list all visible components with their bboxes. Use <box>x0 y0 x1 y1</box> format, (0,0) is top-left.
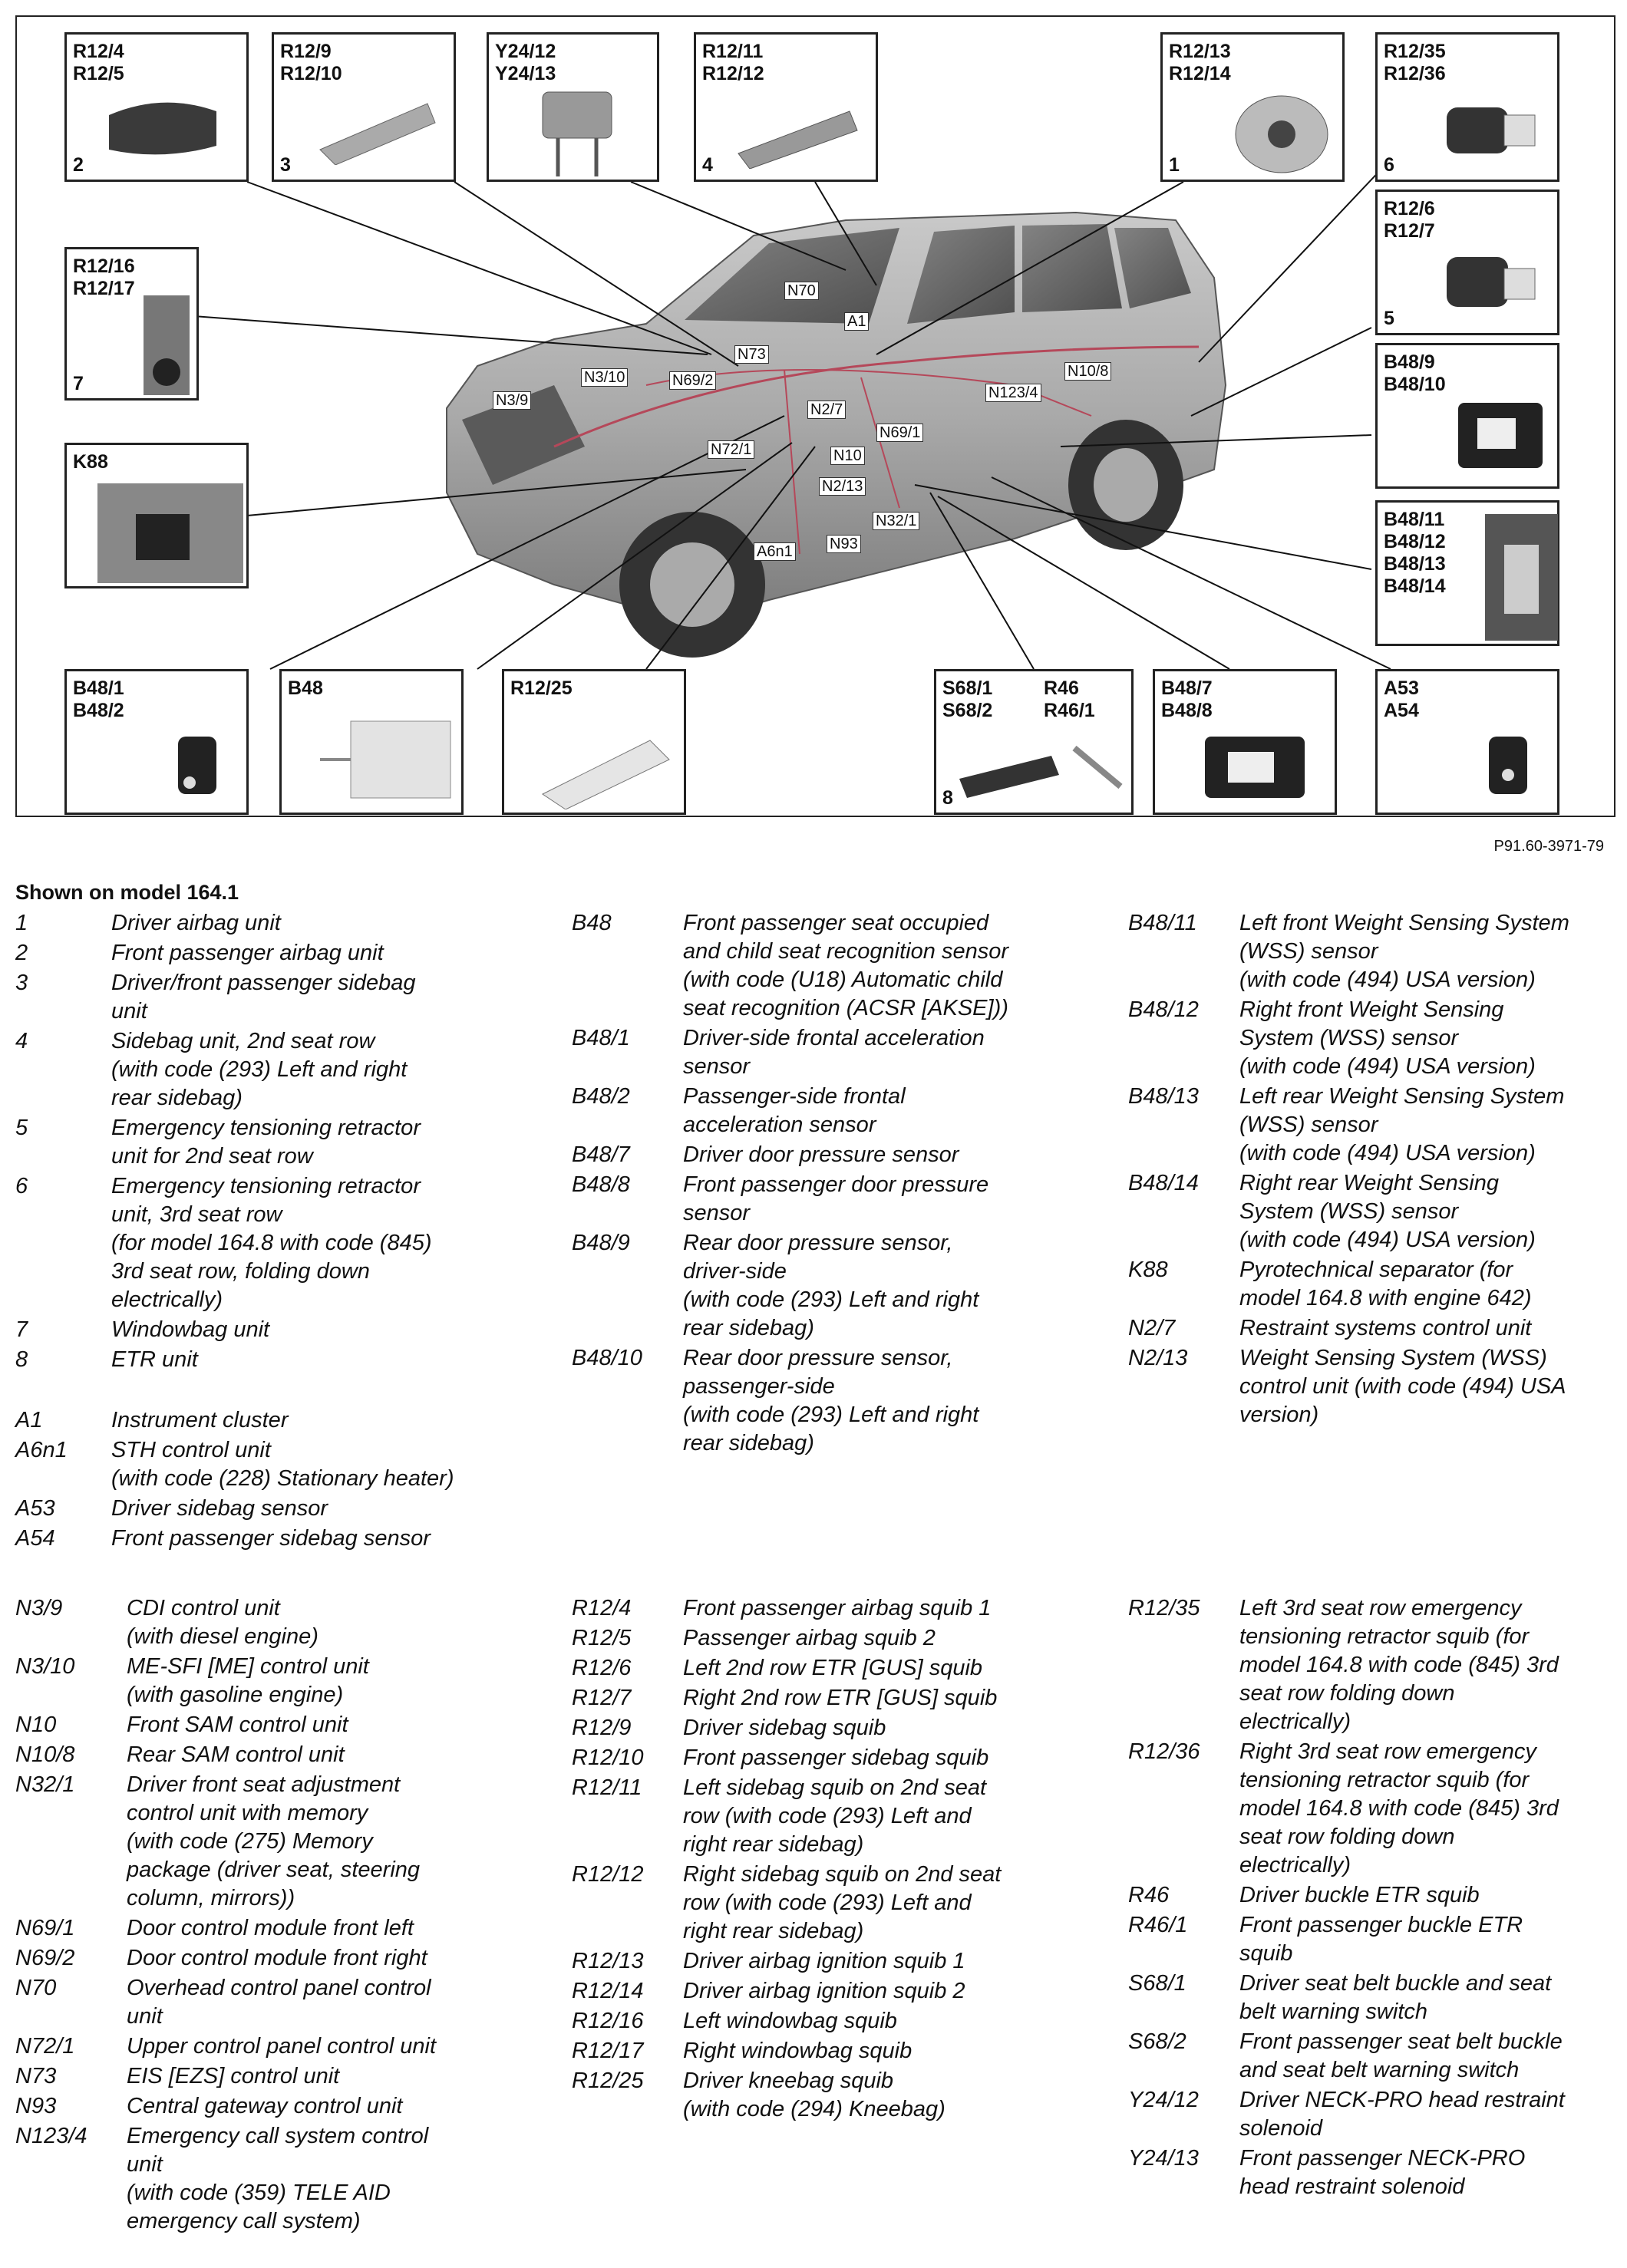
seat-occupancy-sensor-icon <box>320 714 458 806</box>
legend-entry <box>15 1711 537 1739</box>
legend-entry <box>15 1741 537 1769</box>
legend-description: Right windowbag squib <box>683 2039 913 2063</box>
legend-code: Y24/13 <box>1128 2146 1199 2171</box>
legend-description: Front passenger airbag unit <box>111 941 384 965</box>
legend-description: Door control module front left <box>127 1916 414 1940</box>
legend-description: Driver airbag ignition squib 1 <box>683 1949 965 1973</box>
legend-description: Front passenger sidebag sensor <box>111 1526 431 1551</box>
legend-description: Emergency call system control unit (with code (359) TELE AID emergency call system) <box>127 2124 429 2233</box>
pressure-sensor-icon <box>1450 395 1550 480</box>
legend-entry <box>15 1771 537 1913</box>
car-tag: N73 <box>734 345 769 364</box>
legend-code: Y24/12 <box>1128 2088 1199 2112</box>
legend-entry <box>15 2032 537 2061</box>
legend-entry <box>572 1977 1048 2006</box>
legend-entry <box>15 1594 537 1651</box>
component-location-diagram <box>15 15 1615 817</box>
legend-entry <box>15 1027 537 1113</box>
legend-code: N2/13 <box>1128 1346 1188 1370</box>
legend-code: B48/9 <box>572 1231 630 1255</box>
belt-retractor-icon-2 <box>1431 242 1546 326</box>
legend-entry <box>15 1172 537 1314</box>
callout-b48: B48 <box>279 669 464 815</box>
legend-code: R12/14 <box>572 1979 644 2003</box>
legend-description: Instrument cluster <box>111 1408 289 1432</box>
legend-entry <box>1128 1083 1619 1168</box>
legend-code: B48/8 <box>572 1172 630 1197</box>
figure-id: P91.60-3971-79 <box>1493 838 1604 855</box>
legend-entry <box>1128 1970 1619 2026</box>
car-tag: N69/1 <box>876 424 923 442</box>
legend-code: R12/10 <box>572 1746 644 1770</box>
legend-entry <box>1128 1738 1619 1880</box>
car-tag: N3/10 <box>581 368 628 387</box>
legend-code: N69/1 <box>15 1916 75 1940</box>
callout-r12-6: R12/6 R12/7 5 <box>1375 190 1559 335</box>
legend-code: N73 <box>15 2064 57 2088</box>
legend-description: Rear door pressure sensor, driver-side (with code (293) Left and right rear sidebag) <box>683 1231 979 1340</box>
legend-entry <box>15 1406 537 1435</box>
legend-code: R12/17 <box>572 2039 644 2063</box>
legend-code: R12/16 <box>572 2009 644 2033</box>
legend-entry <box>15 1436 537 1493</box>
legend-description: Front passenger door pressure sensor <box>683 1172 989 1225</box>
callout-r12-11: R12/11 R12/12 4 <box>694 32 878 182</box>
legend-code: R12/13 <box>572 1949 644 1973</box>
legend-entry <box>572 1594 1048 1623</box>
legend-code: R12/4 <box>572 1596 632 1620</box>
legend-description: Upper control panel control unit <box>127 2034 437 2059</box>
legend-description: Rear SAM control unit <box>127 1742 345 1767</box>
weight-sensor-icon <box>1485 514 1558 641</box>
legend-code: A54 <box>15 1526 55 1551</box>
callout-b48-11: B48/11 B48/12 B48/13 B48/14 <box>1375 500 1559 646</box>
legend-description: Emergency tensioning retractor unit for 2nd seat row <box>111 1116 421 1169</box>
legend-column-2b <box>572 1594 1048 2125</box>
callout-r12-35: R12/35 R12/36 6 <box>1375 32 1559 182</box>
legend-code: N10/8 <box>15 1742 75 1767</box>
legend-entry <box>15 939 537 968</box>
legend-code: B48/14 <box>1128 1171 1199 1195</box>
legend-code: 2 <box>15 941 28 965</box>
legend-column-3 <box>1128 909 1619 1431</box>
legend-entry <box>15 2092 537 2121</box>
legend-entry <box>572 909 1048 1023</box>
legend-code: B48 <box>572 911 612 935</box>
legend-entry <box>572 1714 1048 1742</box>
callout-k88: K88 <box>64 443 249 588</box>
legend-code: 8 <box>15 1347 28 1372</box>
legend-code: N93 <box>15 2094 57 2118</box>
legend-description: Rear door pressure sensor, passenger-side (with code (293) Left and right rear sidebag) <box>683 1346 979 1455</box>
seat-belt-buckle-icon <box>952 733 1128 802</box>
legend-entry <box>572 2067 1048 2124</box>
legend-entry <box>15 1653 537 1709</box>
legend-description: Driver airbag unit <box>111 911 281 935</box>
legend-entry <box>572 1624 1048 1653</box>
legend-entry <box>15 1316 537 1344</box>
legend-code: B48/2 <box>572 1084 630 1109</box>
legend-entry <box>15 1495 537 1523</box>
callout-a53: A53 A54 <box>1375 669 1559 815</box>
legend-code: 5 <box>15 1116 28 1140</box>
legend-code: R12/5 <box>572 1626 632 1650</box>
legend-description: Front passenger seat belt buckle and seat belt warning switch <box>1239 2029 1563 2082</box>
callout-r12-16: R12/16 R12/17 7 <box>64 247 199 401</box>
legend-description: Pyrotechnical separator (for model 164.8 with engine 642) <box>1239 1258 1532 1310</box>
legend-column-3b <box>1128 1594 1619 2203</box>
callout-r12-9: R12/9 R12/10 3 <box>272 32 456 182</box>
legend-code: R12/12 <box>572 1862 644 1887</box>
legend-description: Right front Weight Sensing System (WSS) sensor (with code (494) USA version) <box>1239 997 1536 1079</box>
legend-entry <box>572 2007 1048 2036</box>
legend-entry <box>15 1914 537 1943</box>
steering-airbag-icon <box>1232 92 1332 176</box>
legend-description: ETR unit <box>111 1347 198 1372</box>
legend-code: 6 <box>15 1174 28 1198</box>
legend-entry <box>572 2037 1048 2065</box>
legend-code: S68/2 <box>1128 2029 1186 2054</box>
legend-code: N10 <box>15 1713 57 1737</box>
legend-code: B48/1 <box>572 1026 630 1050</box>
legend-code: B48/12 <box>1128 997 1199 1022</box>
legend-description: Central gateway control unit <box>127 2094 403 2118</box>
legend-description: Passenger-side frontal acceleration sensor <box>683 1084 906 1137</box>
car-tag: N72/1 <box>708 440 754 459</box>
legend-description: Front passenger NECK-PRO head restraint solenoid <box>1239 2146 1526 2199</box>
legend-description: Driver/front passenger sidebag unit <box>111 971 416 1024</box>
legend-column-1 <box>15 909 537 1554</box>
legend-entry <box>1128 1911 1619 1968</box>
legend-description: Left windowbag squib <box>683 2009 897 2033</box>
legend-description: Overhead control panel control unit <box>127 1976 431 2029</box>
legend-description: Driver buckle ETR squib <box>1239 1883 1480 1907</box>
legend-description: Driver seat belt buckle and seat belt warning switch <box>1239 1971 1552 2024</box>
legend-entry <box>15 969 537 1026</box>
legend-code: R46/1 <box>1128 1913 1188 1937</box>
legend-entry <box>15 1346 537 1374</box>
car-tag: N70 <box>784 282 819 300</box>
legend-code: A1 <box>15 1408 43 1432</box>
legend-code: R46 <box>1128 1883 1170 1907</box>
legend-description: Driver door pressure sensor <box>683 1142 959 1167</box>
legend-description: Front SAM control unit <box>127 1713 348 1737</box>
legend-entry <box>15 2062 537 2091</box>
legend-entry <box>1128 1314 1619 1343</box>
legend-code: N69/2 <box>15 1946 75 1970</box>
legend-code: 4 <box>15 1029 28 1053</box>
car-tag: A1 <box>844 312 869 331</box>
legend-entry <box>15 2122 537 2236</box>
legend-code: N3/9 <box>15 1596 63 1620</box>
legend-entry <box>572 1344 1048 1458</box>
callout-b48-1: B48/1 B48/2 <box>64 669 249 815</box>
legend-code: S68/1 <box>1128 1971 1186 1996</box>
airbag-module-icon <box>101 92 224 161</box>
legend-description: ME-SFI [ME] control unit (with gasoline engine) <box>127 1654 369 1707</box>
legend-code: B48/7 <box>572 1142 630 1167</box>
legend-description: Right 3rd seat row emergency tensioning retractor squib (for model 164.8 with code (845) 3rd seat row folding down electrically) <box>1239 1739 1559 1877</box>
legend-entry <box>572 1171 1048 1228</box>
legend-entry <box>1128 2028 1619 2085</box>
car-tag: N10/8 <box>1064 362 1111 381</box>
legend-code: 7 <box>15 1317 28 1342</box>
legend-description: Driver airbag ignition squib 2 <box>683 1979 965 2003</box>
legend-description: Front passenger buckle ETR squib <box>1239 1913 1523 1966</box>
legend-entry <box>572 1744 1048 1772</box>
legend-entry <box>572 1229 1048 1343</box>
legend-entry <box>572 1654 1048 1683</box>
legend-description: Passenger airbag squib 2 <box>683 1626 936 1650</box>
legend-description: Right rear Weight Sensing System (WSS) sensor (with code (494) USA version) <box>1239 1171 1536 1252</box>
legend-code: R12/35 <box>1128 1596 1200 1620</box>
legend-description: Driver front seat adjustment control unit with memory (with code (275) Memory package (driver seat, steering column, mirrors)) <box>127 1772 421 1910</box>
legend-description: Sidebag unit, 2nd seat row (with code (293) Left and right rear sidebag) <box>111 1029 408 1110</box>
callout-r12-13: R12/13 R12/14 1 <box>1160 32 1345 182</box>
legend-entry <box>572 1774 1048 1859</box>
car-tag: N10 <box>830 447 865 465</box>
legend-code: K88 <box>1128 1258 1168 1282</box>
sidebag-module-icon <box>305 88 443 165</box>
legend-code: N123/4 <box>15 2124 87 2148</box>
callout-b48-9: B48/9 B48/10 <box>1375 343 1559 489</box>
legend-code: B48/11 <box>1128 911 1197 935</box>
vehicle-illustration <box>447 213 1226 658</box>
car-tag: A6n1 <box>754 542 796 561</box>
legend-code: B48/13 <box>1128 1084 1199 1109</box>
legend-code: N70 <box>15 1976 57 2000</box>
legend-entry <box>1128 1594 1619 1736</box>
legend-description: Front passenger sidebag squib <box>683 1746 989 1770</box>
legend-entry <box>1128 1169 1619 1254</box>
car-tag: N69/2 <box>669 371 716 390</box>
legend-description: Left rear Weight Sensing System (WSS) sensor (with code (494) USA version) <box>1239 1084 1565 1165</box>
legend-code: A6n1 <box>15 1438 68 1462</box>
legend-description: Left sidebag squib on 2nd seat row (with code (293) Left and right rear sidebag) <box>683 1775 987 1857</box>
legend-entry <box>1128 1344 1619 1429</box>
legend-code: R12/7 <box>572 1686 632 1710</box>
legend-code: R12/11 <box>572 1775 642 1800</box>
car-tag: N3/9 <box>493 391 531 410</box>
rear-sidebag-icon <box>727 92 865 169</box>
legend-entry <box>572 1947 1048 1976</box>
windowbag-icon <box>140 295 193 395</box>
legend-code: R12/9 <box>572 1716 632 1740</box>
legend-column-2 <box>572 909 1048 1459</box>
legend-description: CDI control unit (with diesel engine) <box>127 1596 318 1649</box>
legend-code: B48/10 <box>572 1346 642 1370</box>
legend-entry <box>1128 1881 1619 1910</box>
kneebag-icon <box>535 725 673 809</box>
legend-code: R12/6 <box>572 1656 632 1680</box>
legend-description: Weight Sensing System (WSS) control unit (with code (494) USA version) <box>1239 1346 1566 1427</box>
callout-y24-12: Y24/12 Y24/13 <box>487 32 659 182</box>
legend-description: Left 3rd seat row emergency tensioning retractor squib (for model 164.8 with code (845) 3rd seat row folding down electrically) <box>1239 1596 1559 1734</box>
legend-entry <box>572 1684 1048 1713</box>
legend-code: R12/25 <box>572 2069 644 2093</box>
legend-description: Driver sidebag squib <box>683 1716 886 1740</box>
legend-entry <box>572 1024 1048 1081</box>
legend-entry <box>572 1861 1048 1946</box>
legend-description: EIS [EZS] control unit <box>127 2064 340 2088</box>
legend-entry <box>1128 1256 1619 1313</box>
door-pressure-sensor-icon <box>1197 729 1312 806</box>
legend-description: Front passenger seat occupied and child seat recognition sensor (with code (U18) Automatic child seat recognition (ACSR [AKSE])) <box>683 911 1008 1020</box>
car-tag: N123/4 <box>985 384 1041 402</box>
legend-description: Right sidebag squib on 2nd seat row (with code (293) Left and right rear sidebag) <box>683 1862 1002 1943</box>
legend-code: R12/36 <box>1128 1739 1200 1764</box>
legend-description: Emergency tensioning retractor unit, 3rd seat row (for model 164.8 with code (845) 3rd seat row, folding down electrically) <box>111 1174 432 1312</box>
legend-entry <box>1128 2144 1619 2201</box>
legend-description: Restraint systems control unit <box>1239 1316 1532 1340</box>
legend-entry <box>572 1141 1048 1169</box>
car-tag: N2/13 <box>819 477 866 496</box>
legend-gap <box>15 1376 537 1406</box>
legend-entry <box>572 1083 1048 1139</box>
legend-code: A53 <box>15 1496 55 1521</box>
legend-title: Shown on model 164.1 <box>15 881 239 904</box>
car-tag: N93 <box>827 535 861 553</box>
legend-description: Driver NECK-PRO head restraint solenoid <box>1239 2088 1565 2141</box>
pyro-separator-icon <box>97 483 243 583</box>
legend-code: N32/1 <box>15 1772 75 1797</box>
legend-entry <box>15 1974 537 2031</box>
legend-entry <box>1128 909 1619 994</box>
car-tag: N2/7 <box>807 401 846 419</box>
callout-r12-25: R12/25 <box>502 669 686 815</box>
legend-code: N3/10 <box>15 1654 75 1679</box>
legend-entry <box>15 1525 537 1553</box>
legend-description: Left front Weight Sensing System (WSS) sensor (with code (494) USA version) <box>1239 911 1569 992</box>
legend-column-1b <box>15 1594 537 2237</box>
callout-s68-1: S68/1 S68/2 R46 R46/1 8 <box>934 669 1134 815</box>
callout-r12-4: R12/4 R12/5 2 <box>64 32 249 182</box>
belt-retractor-icon <box>1431 92 1546 169</box>
legend-description: STH control unit (with code (228) Stationary heater) <box>111 1438 454 1491</box>
acceleration-sensor-icon <box>167 733 228 802</box>
legend-code: N2/7 <box>1128 1316 1176 1340</box>
legend-description: Left 2nd row ETR [GUS] squib <box>683 1656 983 1680</box>
legend-description: Front passenger airbag squib 1 <box>683 1596 992 1620</box>
legend-entry <box>15 1944 537 1973</box>
legend-description: Driver kneebag squib (with code (294) Kneebag) <box>683 2069 946 2121</box>
legend-entry <box>1128 996 1619 1081</box>
legend-description: Right 2nd row ETR [GUS] squib <box>683 1686 998 1710</box>
legend-code: 3 <box>15 971 28 995</box>
legend-entry <box>1128 2086 1619 2143</box>
legend-description: Driver sidebag sensor <box>111 1496 328 1521</box>
legend-description: Door control module front right <box>127 1946 427 1970</box>
legend-code: N72/1 <box>15 2034 75 2059</box>
head-restraint-icon <box>531 88 623 180</box>
legend-entry <box>15 909 537 938</box>
legend-description: Driver-side frontal acceleration sensor <box>683 1026 985 1079</box>
legend-entry <box>15 1114 537 1171</box>
callout-b48-7: B48/7 B48/8 <box>1153 669 1337 815</box>
sidebag-sensor-icon <box>1477 733 1539 802</box>
legend-code: 1 <box>15 911 28 935</box>
legend-description: Windowbag unit <box>111 1317 270 1342</box>
car-tag: N32/1 <box>873 512 919 530</box>
